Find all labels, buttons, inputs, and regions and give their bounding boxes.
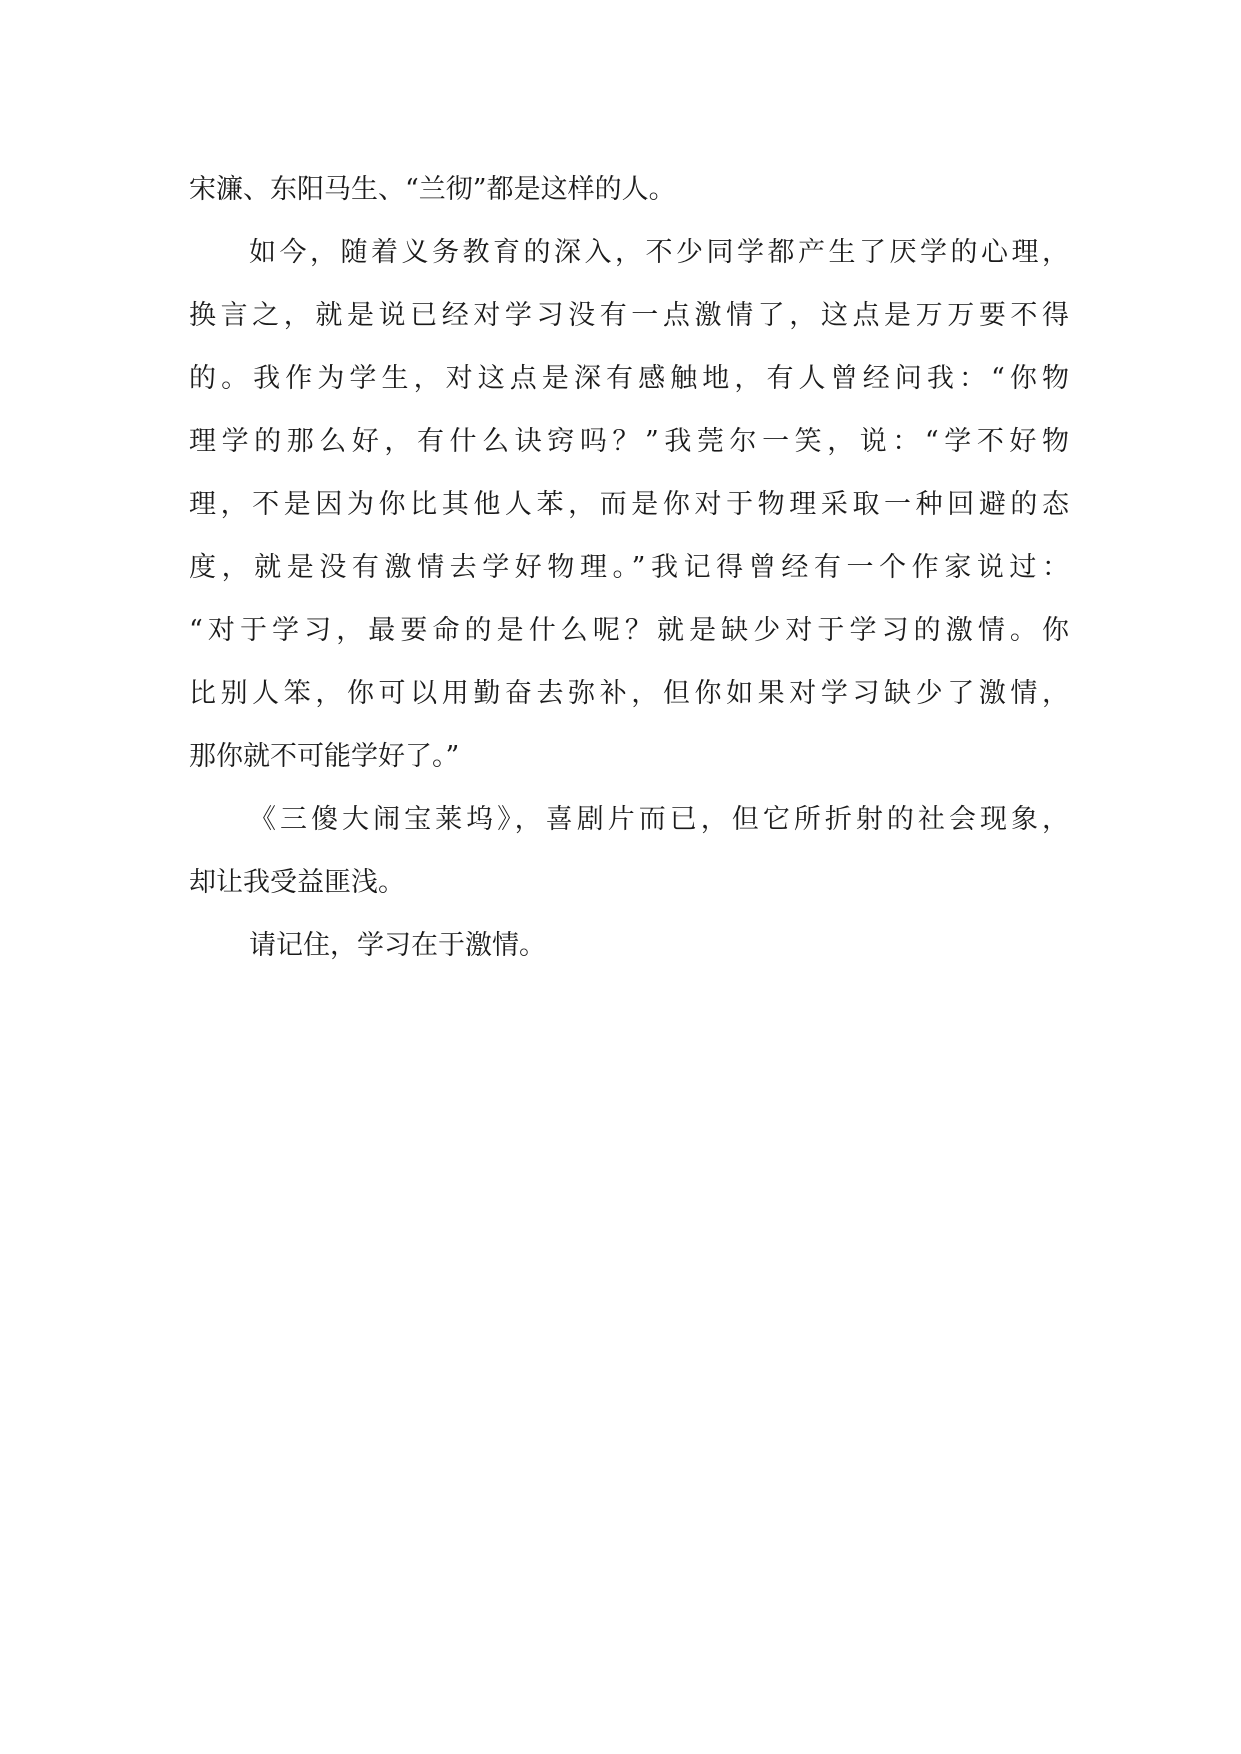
text-line: 如今，随着义务教育的深入，不少同学都产生了厌学的心理， <box>249 237 1069 268</box>
text-line: 《三傻大闹宝莱坞》，喜剧片而已，但它所折射的社会现象， <box>249 804 1069 835</box>
text-line: 的。我作为学生，对这点是深有感触地，有人曾经问我：“你物 <box>189 363 1069 394</box>
text-line: “对于学习，最要命的是什么呢？就是缺少对于学习的激情。你 <box>189 615 1069 646</box>
text-line: 比别人笨，你可以用勤奋去弥补，但你如果对学习缺少了激情， <box>189 678 1069 709</box>
paragraph-3 <box>189 788 1069 914</box>
text-line: 那你就不可能学好了。” <box>189 741 460 772</box>
document-body <box>189 158 1069 977</box>
text-line: 宋濂、东阳马生、“兰彻”都是这样的人。 <box>189 174 676 205</box>
text-line: 却让我受益匪浅。 <box>189 867 405 898</box>
text-line: 请记住，学习在于激情。 <box>249 930 546 961</box>
text-line: 理学的那么好，有什么诀窍吗？”我莞尔一笑，说：“学不好物 <box>189 426 1069 457</box>
paragraph-2 <box>189 221 1069 788</box>
text-line: 度，就是没有激情去学好物理。”我记得曾经有一个作家说过： <box>189 552 1069 583</box>
paragraph-4 <box>189 914 1069 977</box>
text-line: 理，不是因为你比其他人苯，而是你对于物理采取一种回避的态 <box>189 489 1069 520</box>
paragraph-1 <box>189 158 1069 221</box>
text-line: 换言之，就是说已经对学习没有一点激情了，这点是万万要不得 <box>189 300 1069 331</box>
